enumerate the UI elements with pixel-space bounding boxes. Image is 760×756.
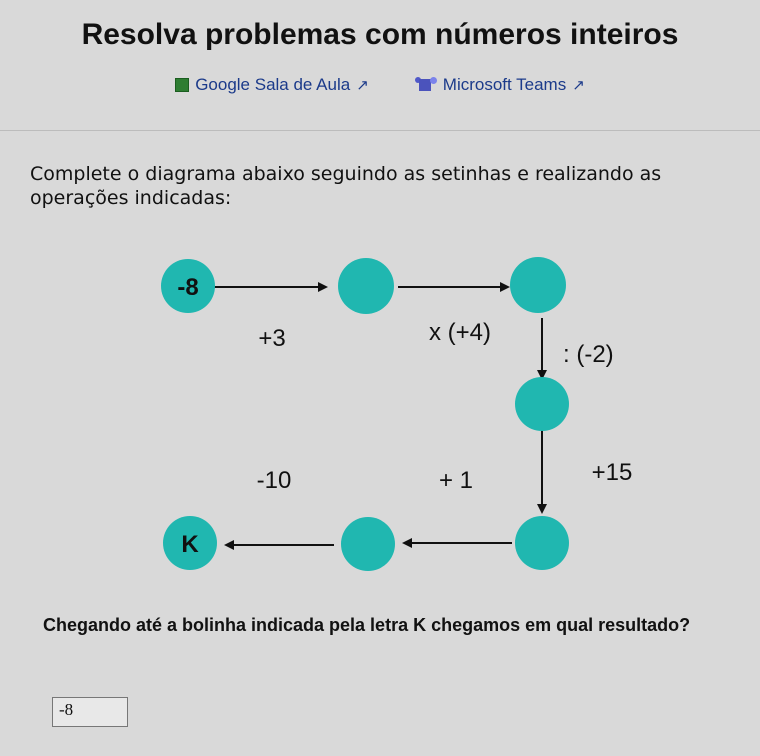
operation-divide-minus-2: : (-2) — [563, 341, 614, 368]
external-link-icon: ↗ — [572, 77, 585, 94]
operation-add-1: + 1 — [438, 467, 474, 494]
question-text: Chegando até a bolinha indicada pela letra K chegamos em qual resultado? — [43, 615, 691, 635]
node-3 — [515, 377, 569, 431]
google-classroom-label: Google Sala de Aula — [195, 75, 351, 94]
operation-times-4: x (+4) — [428, 319, 492, 346]
answer-input[interactable]: -8 — [52, 697, 128, 727]
page-title: Resolva problemas com números inteiros — [81, 18, 679, 51]
external-link-icon: ↗ — [356, 77, 369, 94]
operation-add-15: +15 — [591, 459, 633, 486]
microsoft-teams-label: Microsoft Teams — [442, 75, 567, 94]
node-5 — [341, 517, 395, 571]
node-2 — [510, 257, 566, 313]
node-1 — [338, 258, 394, 314]
operation-subtract-10: -10 — [256, 467, 292, 494]
instructions-text: Complete o diagrama abaixo seguindo as setinhas e realizando as operações indicadas: — [30, 163, 662, 209]
start-node-label: -8 — [177, 274, 199, 301]
node-4 — [515, 516, 569, 570]
operation-add-3: +3 — [258, 325, 286, 352]
end-node-label: K — [181, 531, 199, 558]
